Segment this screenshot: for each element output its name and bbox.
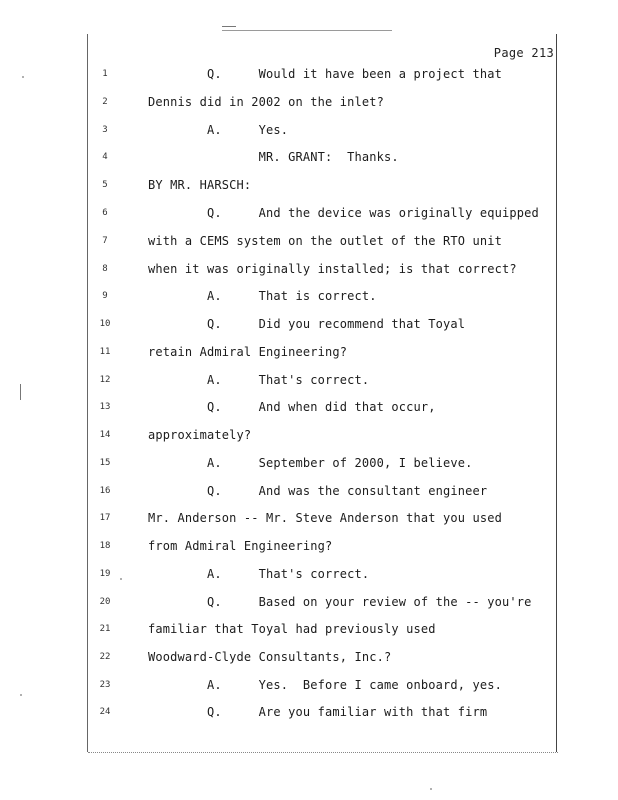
transcript-line — [88, 399, 554, 415]
transcript-line — [88, 316, 554, 332]
transcript-line — [88, 649, 554, 665]
line-text: from Admiral Engineering? — [148, 539, 333, 553]
transcript-line — [88, 122, 554, 138]
line-number: 10 — [99, 319, 111, 329]
scan-speck — [430, 788, 432, 790]
line-number: 2 — [102, 97, 108, 107]
right-margin-rule — [556, 34, 557, 752]
line-text: A. Yes. — [148, 123, 289, 137]
line-number: 8 — [102, 264, 108, 274]
transcript-line — [88, 261, 554, 277]
line-text: familiar that Toyal had previously used — [148, 622, 436, 636]
line-text: when it was originally installed; is that correct? — [148, 262, 517, 276]
line-number: 1 — [102, 69, 108, 79]
line-text: A. Yes. Before I came onboard, yes. — [148, 678, 502, 692]
transcript-line — [88, 621, 554, 637]
line-text: BY MR. HARSCH: — [148, 178, 252, 192]
transcript-line — [88, 233, 554, 249]
transcript-line — [88, 704, 554, 720]
line-number: 12 — [99, 375, 111, 385]
line-number: 20 — [99, 597, 111, 607]
left-margin-rule — [87, 34, 88, 752]
line-text: A. That's correct. — [148, 373, 370, 387]
transcript-line — [88, 94, 554, 110]
transcript-line — [88, 66, 554, 82]
line-number: 18 — [99, 541, 111, 551]
line-number: 13 — [99, 402, 111, 412]
top-tick-mark — [222, 26, 236, 27]
line-number: 6 — [102, 208, 108, 218]
line-number: 7 — [102, 236, 108, 246]
page-number: Page 213 — [493, 46, 554, 60]
line-text: Q. And was the consultant engineer — [148, 484, 488, 498]
line-number: 11 — [99, 347, 111, 357]
line-number: 19 — [99, 569, 111, 579]
line-text: Q. Based on your review of the -- you're — [148, 595, 532, 609]
transcript-line — [88, 677, 554, 693]
line-number: 14 — [99, 430, 111, 440]
line-number: 4 — [102, 152, 108, 162]
line-text: A. That is correct. — [148, 289, 377, 303]
line-number: 9 — [102, 291, 108, 301]
transcript-line — [88, 510, 554, 526]
line-number: 21 — [99, 624, 111, 634]
line-number: 17 — [99, 513, 111, 523]
transcript-line — [88, 566, 554, 582]
transcript-line — [88, 288, 554, 304]
line-text: approximately? — [148, 428, 252, 442]
bottom-rule — [88, 752, 558, 753]
transcript-line — [88, 483, 554, 499]
line-text: Q. Would it have been a project that — [148, 67, 502, 81]
line-number: 16 — [99, 486, 111, 496]
line-text: with a CEMS system on the outlet of the RTO unit — [148, 234, 502, 248]
transcript-line — [88, 427, 554, 443]
line-text: Woodward-Clyde Consultants, Inc.? — [148, 650, 392, 664]
line-text: Mr. Anderson -- Mr. Steve Anderson that you used — [148, 511, 502, 525]
line-text: Q. Did you recommend that Toyal — [148, 317, 466, 331]
transcript-line — [88, 177, 554, 193]
line-text: retain Admiral Engineering? — [148, 345, 348, 359]
scan-speck — [22, 76, 24, 78]
line-number: 24 — [99, 707, 111, 717]
scan-speck — [20, 694, 22, 696]
transcript-line — [88, 594, 554, 610]
line-number: 3 — [102, 125, 108, 135]
line-text: A. September of 2000, I believe. — [148, 456, 473, 470]
line-number: 23 — [99, 680, 111, 690]
transcript-line — [88, 538, 554, 554]
transcript-line — [88, 205, 554, 221]
line-text: Q. Are you familiar with that firm — [148, 705, 488, 719]
scan-speck — [120, 578, 122, 580]
line-number: 5 — [102, 180, 108, 190]
line-number: 15 — [99, 458, 111, 468]
scan-mark — [20, 384, 21, 400]
line-text: A. That's correct. — [148, 567, 370, 581]
top-rule — [222, 30, 392, 31]
line-text: Q. And the device was originally equipped — [148, 206, 539, 220]
line-text: MR. GRANT: Thanks. — [148, 150, 399, 164]
transcript-line — [88, 455, 554, 471]
transcript-line — [88, 372, 554, 388]
line-number: 22 — [99, 652, 111, 662]
line-text: Q. And when did that occur, — [148, 400, 436, 414]
line-text: Dennis did in 2002 on the inlet? — [148, 95, 384, 109]
transcript-line — [88, 149, 554, 165]
transcript-line — [88, 344, 554, 360]
